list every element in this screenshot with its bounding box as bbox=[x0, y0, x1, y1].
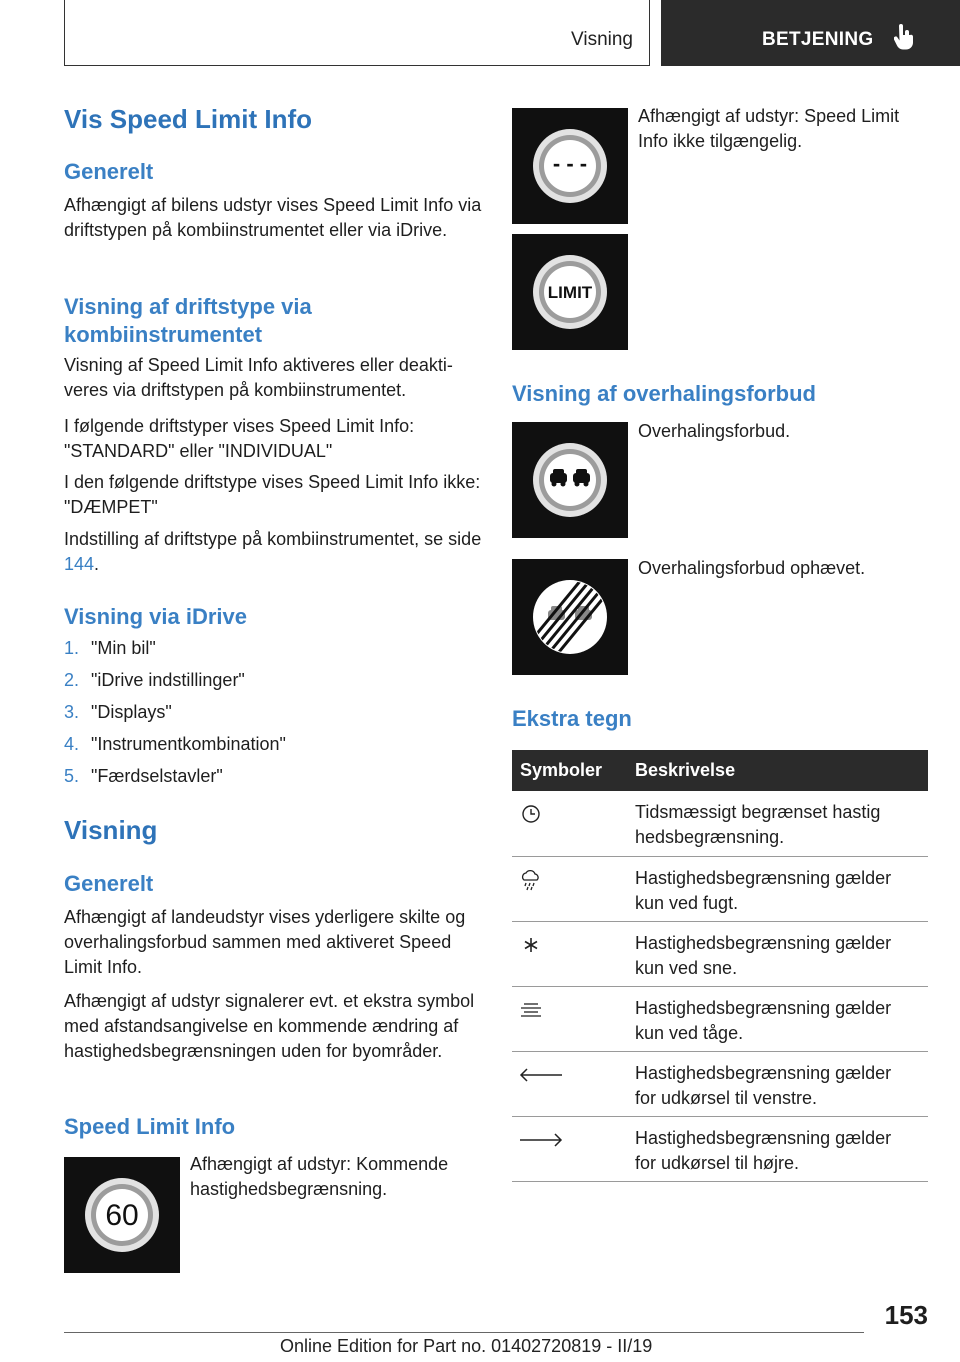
header-chapter-title: BETJENING bbox=[762, 29, 874, 50]
idrive-steps-list bbox=[64, 636, 286, 796]
paragraph-visning-2: Afhængigt af udstyr signalerer evt. et ekstra symbol med afstandsangivelse en kommende ændring af hastighedsbegrænsningen uden for byområder. bbox=[64, 991, 475, 1061]
paragraph-driftstype-4 bbox=[64, 527, 484, 577]
heading-driftstype: Visning af driftstype via kombiinstrumentet bbox=[64, 294, 312, 347]
arrow-left-icon bbox=[518, 1064, 564, 1086]
page-title: Vis Speed Limit Info bbox=[64, 104, 313, 134]
list-item bbox=[64, 636, 286, 668]
step-number: 5. bbox=[64, 766, 80, 786]
heading-idrive: Visning via iDrive bbox=[64, 604, 248, 629]
step-text: "Instrumentkombination" bbox=[91, 734, 286, 754]
rain-icon bbox=[518, 869, 544, 891]
description-cell bbox=[635, 986, 928, 1051]
table-row bbox=[512, 791, 928, 856]
speed-limit-value: 60 bbox=[105, 1199, 139, 1232]
step-number: 3. bbox=[64, 702, 80, 722]
table-row bbox=[512, 856, 928, 921]
symbol-cell bbox=[512, 1116, 635, 1181]
column-header-beskrivelse: Beskrivelse bbox=[635, 750, 928, 791]
pointing-hand-icon bbox=[894, 24, 916, 50]
description-cell bbox=[635, 921, 928, 986]
description-line-2: kun ved tåge. bbox=[635, 1022, 744, 1043]
heading-generelt-2: Generelt bbox=[64, 871, 154, 896]
header-chapter-tab[interactable] bbox=[661, 0, 960, 66]
footer-divider bbox=[64, 1332, 864, 1333]
description-line-2: kun ved fugt. bbox=[635, 892, 739, 913]
paragraph-driftstype-3: I den følgende driftstype vises Speed Limit Info ikke: "DÆMPET" bbox=[64, 472, 481, 517]
description-cell bbox=[635, 1051, 928, 1116]
heading-overhalingsforbud: Visning af overhalingsforbud bbox=[512, 381, 816, 406]
section-title-visning: Visning bbox=[64, 815, 158, 845]
list-item bbox=[64, 668, 286, 700]
speed-limit-unavailable-sign bbox=[512, 108, 628, 224]
step-text: "Min bil" bbox=[91, 638, 156, 658]
symbol-cell bbox=[512, 921, 635, 986]
description-line-1: Tidsmæssigt begrænset hastig bbox=[635, 802, 881, 822]
paragraph-speed-limit-info: Afhængigt af udstyr: Kommende hastighedsbegrænsning. bbox=[190, 1154, 449, 1199]
symbol-cell bbox=[512, 986, 635, 1051]
paragraph-driftstype-4-text: Indstilling af driftstype på kombiinstrumentet, se side bbox=[64, 529, 482, 549]
description-line-1: Hastighedsbegrænsning gælder bbox=[635, 1062, 892, 1083]
step-number: 2. bbox=[64, 670, 80, 690]
paragraph-driftstype-1: Visning af Speed Limit Info aktiveres eller deaktiveres via driftstypen på kombiinstrumentet. bbox=[64, 355, 453, 400]
snowflake-icon bbox=[518, 934, 544, 956]
step-text: "iDrive indstillinger" bbox=[91, 670, 245, 690]
description-line-2: for udkørsel til venstre. bbox=[635, 1087, 818, 1108]
arrow-right-icon bbox=[518, 1129, 564, 1151]
description-cell bbox=[635, 1116, 928, 1181]
heading-speed-limit-info: Speed Limit Info bbox=[64, 1114, 236, 1139]
table-row bbox=[512, 1051, 928, 1116]
list-item bbox=[64, 764, 286, 796]
fog-icon bbox=[518, 999, 544, 1021]
step-text: "Displays" bbox=[91, 702, 172, 722]
unavailable-sign-text: - - - bbox=[552, 151, 588, 176]
table-row bbox=[512, 1116, 928, 1181]
end-no-overtaking-sign bbox=[512, 559, 628, 675]
description-cell bbox=[635, 791, 928, 856]
column-header-symboler: Symboler bbox=[512, 750, 635, 791]
description-line-2: hedsbegrænsning. bbox=[635, 827, 785, 847]
step-number: 1. bbox=[64, 638, 80, 658]
page-link-144[interactable]: 144 bbox=[64, 554, 95, 574]
heading-ekstra-tegn: Ekstra tegn bbox=[512, 706, 632, 731]
description-line-1: Hastighedsbegrænsning gælder bbox=[635, 1127, 892, 1148]
header-section-title: Visning bbox=[571, 29, 633, 50]
header-section-box bbox=[64, 0, 650, 66]
list-item bbox=[64, 732, 286, 764]
description-line-2: kun ved sne. bbox=[635, 957, 738, 978]
symbol-cell bbox=[512, 1051, 635, 1116]
table-row bbox=[512, 921, 928, 986]
paragraph-driftstype-4-end: . bbox=[94, 554, 100, 574]
description-cell bbox=[635, 856, 928, 921]
step-number: 4. bbox=[64, 734, 80, 754]
symbol-cell bbox=[512, 856, 635, 921]
heading-generelt: Generelt bbox=[64, 159, 154, 184]
paragraph-overhalingsforbud: Overhalingsforbud. bbox=[638, 421, 791, 441]
description-line-1: Hastighedsbegrænsning gælder bbox=[635, 867, 892, 888]
table-header-row bbox=[512, 750, 928, 791]
description-line-1: Hastighedsbegrænsning gælder bbox=[635, 932, 892, 953]
step-text: "Færdselstavler" bbox=[91, 766, 223, 786]
limit-sign bbox=[512, 234, 628, 350]
paragraph-generelt: Afhængigt af bilens udstyr vises Speed Limit Info via driftstypen på kombiinstrumentet eller via iDrive. bbox=[64, 195, 482, 240]
clock-icon bbox=[518, 803, 544, 825]
paragraph-speed-limit-unavailable: Afhængigt af udstyr: Speed Limit Info ikke tilgængelig. bbox=[638, 106, 900, 151]
extra-signs-table bbox=[512, 750, 928, 1182]
paragraph-overhalingsforbud-ophaevet: Overhalingsforbud ophævet. bbox=[638, 558, 866, 578]
limit-sign-text: LIMIT bbox=[547, 283, 593, 302]
description-line-2: for udkørsel til højre. bbox=[635, 1152, 800, 1173]
table-row bbox=[512, 986, 928, 1051]
paragraph-driftstype-2: I følgende driftstyper vises Speed Limit Info: "STANDARD" eller "INDIVIDUAL" bbox=[64, 416, 415, 461]
description-line-1: Hastighedsbegrænsning gælder bbox=[635, 997, 892, 1018]
page-number: 153 bbox=[884, 1300, 928, 1330]
footer-edition: Online Edition for Part no. 01402720819 - II/19 bbox=[280, 1336, 653, 1356]
speed-limit-60-sign bbox=[64, 1157, 180, 1273]
paragraph-visning-1: Afhængigt af landeudstyr vises yderligere skilte og overhalingsforbud sammen med aktiveret Speed Limit Info. bbox=[64, 907, 466, 977]
no-overtaking-sign bbox=[512, 422, 628, 538]
symbol-cell bbox=[512, 791, 635, 856]
list-item bbox=[64, 700, 286, 732]
